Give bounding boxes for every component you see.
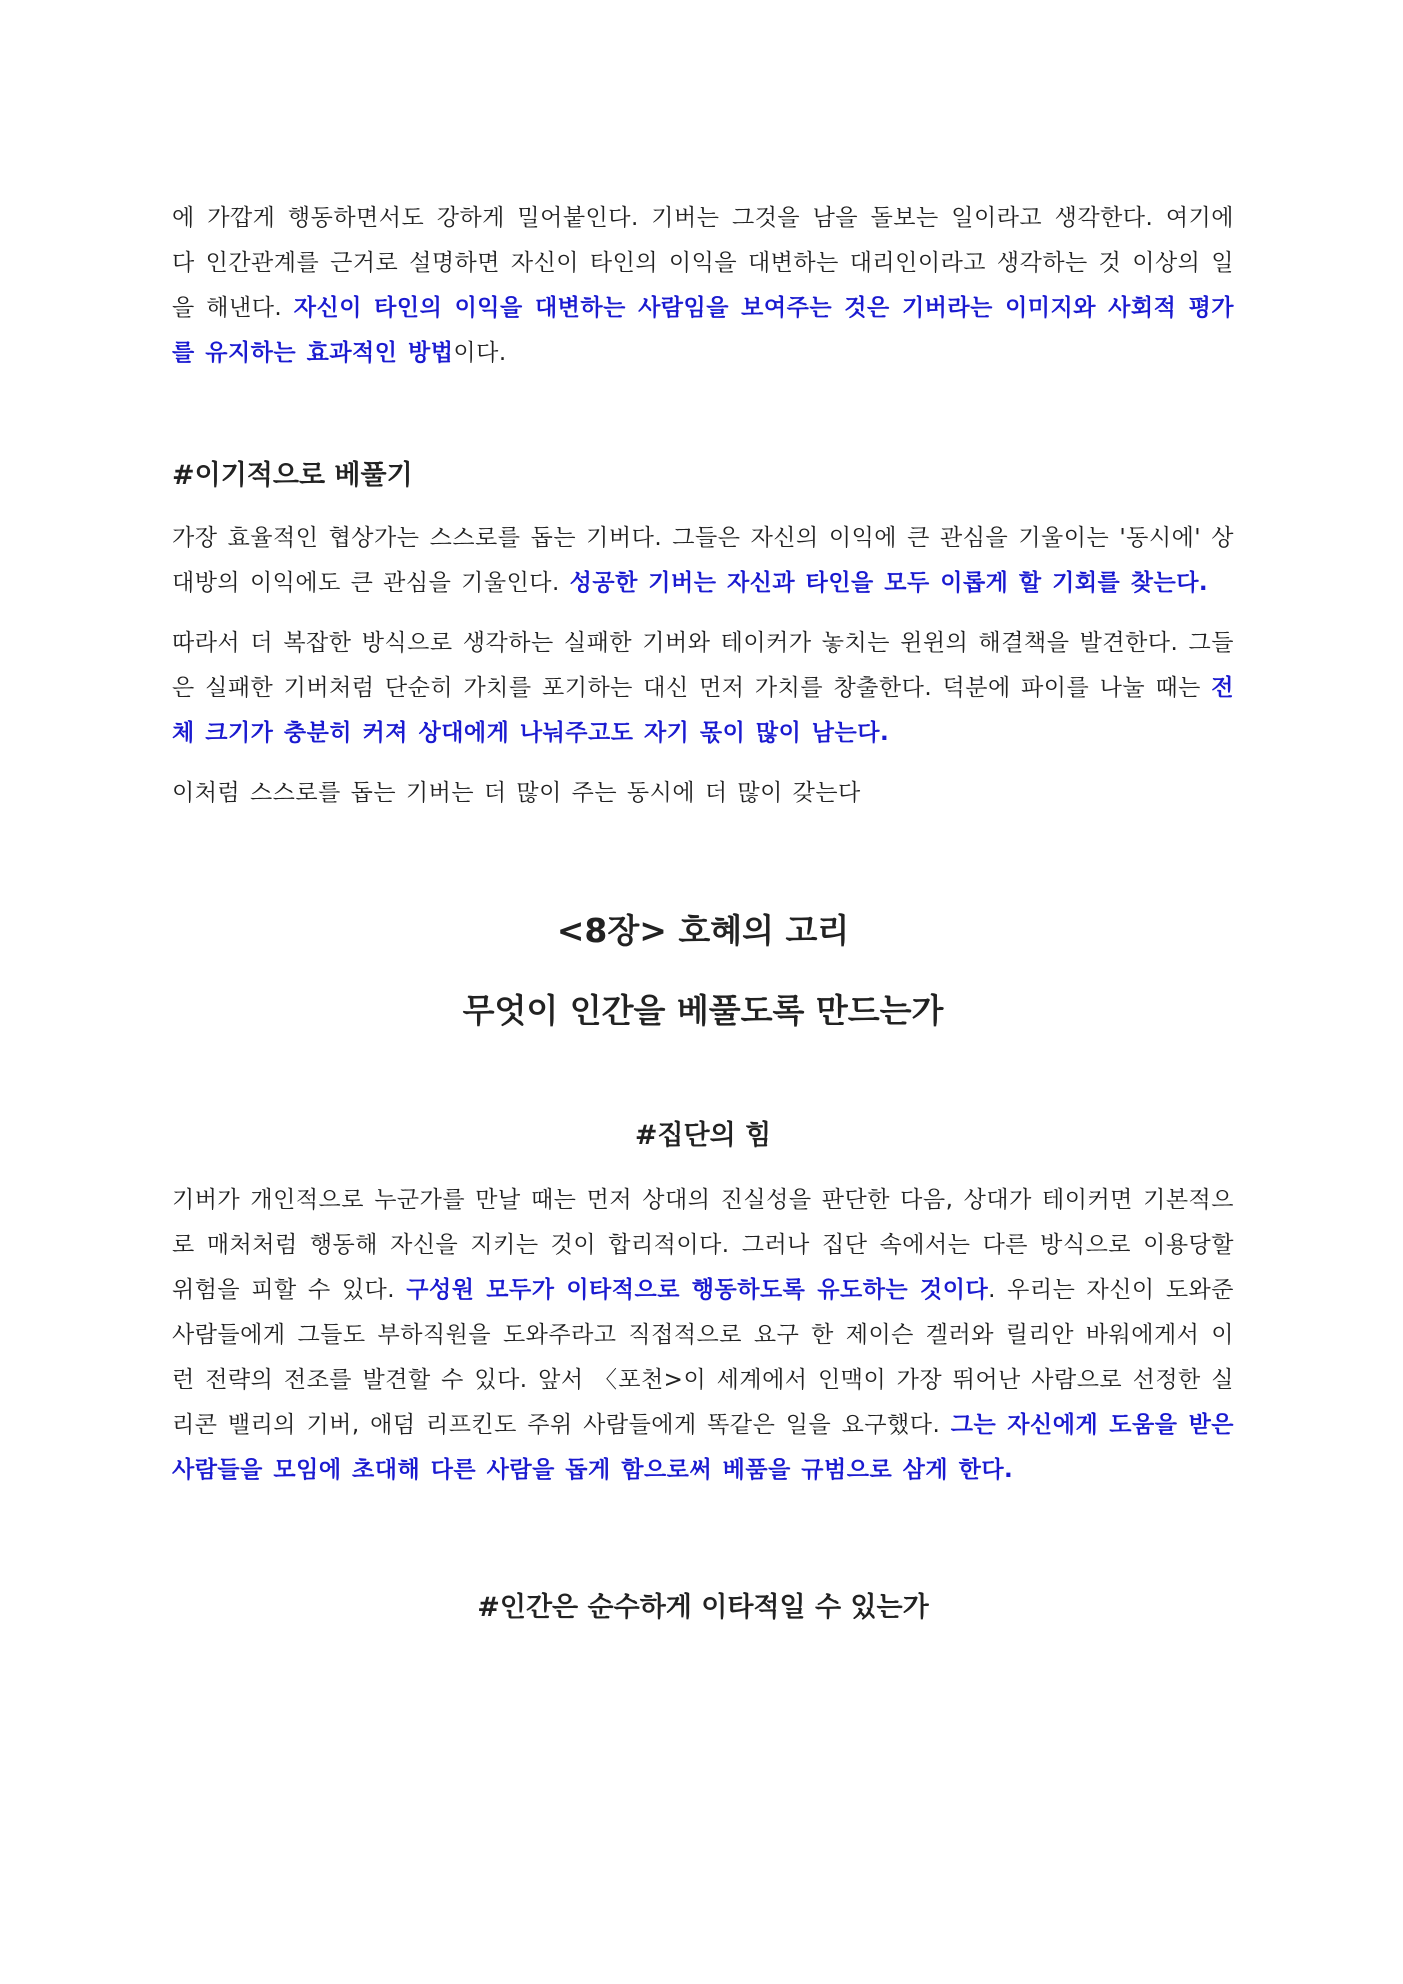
highlighted-text: 전체 크기가 충분히 커져 상대에게 나눠주고도 자기 몫이 많이 남는다.: [172, 675, 1234, 746]
highlighted-text: 구성원 모두가 이타적으로 행동하도록 유도하는 것이다: [406, 1277, 989, 1303]
paragraph: [172, 1178, 1234, 1493]
section-heading-pure-altruism: #인간은 순수하게 이타적일 수 있는가: [477, 1592, 929, 1623]
highlighted-text: 자신이 타인의 이익을 대변하는 사람임을 보여주는 것은 기버라는 이미지와 사회적 평가를 유지하는 효과적인 방법: [172, 295, 1235, 366]
text-run: . 우리는 자신이 도와준 사람들에게 그들도 부하직원을 도와주라고 직접적으로 요구 한 제이슨 겔러와 릴리안 바워에게서 이런 전략의 전조를 발견할 수 있다. 앞서 〈포천>이 세계에서 인맥이 가장 뛰어난 사람으로 선정한 실리콘 밸리의 기버, 애덤 리프킨도 주위 사람들에게 똑같은 일을 요구했다.: [172, 1277, 1234, 1438]
highlighted-text: 성공한 기버는 자신과 타인을 모두 이롭게 할 기회를 찾는다.: [569, 570, 1209, 596]
paragraph: [172, 516, 1234, 606]
text-run: 따라서 더 복잡한 방식으로 생각하는 실패한 기버와 테이커가 놓치는 윈윈의 해결책을 발견한다. 그들은 실패한 기버처럼 단순히 가치를 포기하는 대신 먼저 가치를 창출한다. 덕분에 파이를 나눌 때는: [172, 630, 1234, 701]
text-run: 에 가깝게 행동하면서도 강하게 밀어붙인다. 기버는 그것을 남을 돌보는 일이라고 생각한다. 여기에 다 인간관계를 근거로 설명하면 자신이 타인의 이익을 대변하는 대리인이라고 생각하는 것 이상의 일을 해낸다.: [172, 205, 1234, 321]
chapter-subtitle: 무엇이 인간을 베풀도록 만드는가: [462, 991, 944, 1030]
paragraph-intro: [172, 196, 1234, 376]
paragraph: [172, 771, 1234, 816]
document-page: [172, 196, 1234, 1628]
section-heading-power-of-group: #집단의 힘: [634, 1120, 772, 1151]
highlighted-text: 그는 자신에게 도움을 받은 사람들을 모임에 초대해 다른 사람을 돕게 함으로써 베품을 규범으로 삼게 한다.: [172, 1412, 1235, 1483]
text-run: 이다.: [453, 340, 507, 366]
text-run: 기버가 개인적으로 누군가를 만날 때는 먼저 상대의 진실성을 판단한 다음, 상대가 테이커면 기본적으로 매처처럼 행동해 자신을 지키는 것이 합리적이다. 그러나 집단 속에서는 다른 방식으로 이용당할 위험을 피할 수 있다.: [172, 1187, 1234, 1303]
text-run: 가장 효율적인 협상가는 스스로를 돕는 기버다. 그들은 자신의 이익에 큰 관심을 기울이는 '동시에' 상대방의 이익에도 큰 관심을 기울인다.: [172, 525, 1234, 596]
text-run: 이처럼 스스로를 돕는 기버는 더 많이 주는 동시에 더 많이 갖는다: [172, 780, 861, 806]
chapter-title: <8장> 호혜의 고리: [556, 911, 850, 950]
section-heading-selfish-giving: #이기적으로 베풀기: [172, 460, 413, 491]
paragraph: [172, 621, 1234, 756]
